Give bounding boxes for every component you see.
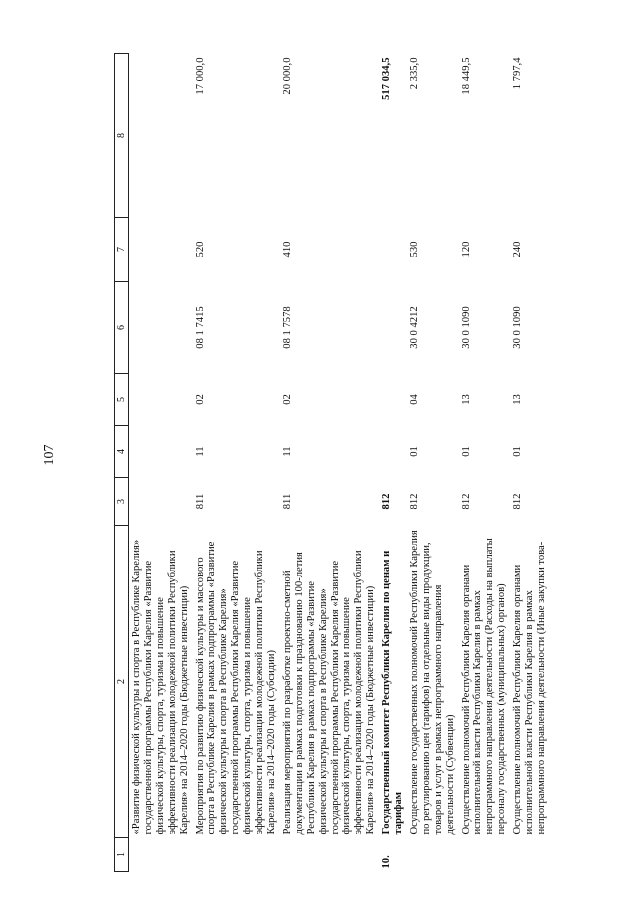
row-code-3: 812 bbox=[381, 493, 393, 510]
table-row bbox=[407, 54, 459, 872]
row-code-4 bbox=[129, 426, 193, 478]
row-amount: 1 797,4 bbox=[512, 57, 524, 90]
row-code-7: 410 bbox=[281, 241, 293, 258]
row-amount: 17 000,0 bbox=[194, 57, 206, 95]
budget-table-container bbox=[114, 54, 598, 872]
column-header: 3 bbox=[115, 478, 129, 526]
row-code-6: 30 0 4212 bbox=[408, 306, 420, 349]
row-code-5 bbox=[129, 374, 193, 426]
row-code-5: 02 bbox=[194, 394, 206, 405]
row-code-3: 811 bbox=[281, 493, 293, 510]
row-code-4: 01 bbox=[512, 446, 524, 457]
row-code-6: 30 0 1090 bbox=[512, 306, 524, 349]
row-description: Осуществление государственных полномочий Республики Карелия по регулированию цен (тарифов) на отдельные виды продукции, товаров и услуг в рамках непрограммного направления деятельности (Субвенции) bbox=[408, 530, 456, 835]
row-number: 10. bbox=[381, 855, 393, 869]
row-number bbox=[193, 838, 280, 872]
table-row bbox=[129, 54, 193, 872]
table-row bbox=[379, 54, 407, 872]
column-header: 1 bbox=[115, 838, 129, 872]
row-code-3: 811 bbox=[194, 493, 206, 510]
column-header: 7 bbox=[115, 218, 129, 282]
row-amount bbox=[129, 54, 193, 218]
column-header: 2 bbox=[115, 526, 129, 838]
row-description: «Развитие физической культуры и спорта в Республике Карелия» государственной программы Республики Карелия «Развитие физической культуры, спорта, туризма и повышение эффективности реализации молодежной политики Республики Карелия» на 2014–2020 годы (Бюджетные инвестиции) bbox=[131, 539, 190, 835]
row-code-5: 13 bbox=[512, 394, 524, 405]
row-code-7: 520 bbox=[194, 241, 206, 258]
row-code-4: 11 bbox=[194, 446, 206, 457]
table-row bbox=[193, 54, 280, 872]
row-amount: 517 034,5 bbox=[381, 57, 393, 100]
row-code-6: 08 1 7578 bbox=[281, 306, 293, 349]
row-amount: 2 335,0 bbox=[408, 57, 420, 90]
row-code-6 bbox=[129, 282, 193, 374]
row-description: Осуществление полномочий Республики Карелия органами исполнительной власти Республики Карелия в рамках непрограммного направления деятельности (Иные закупки това- bbox=[512, 541, 547, 835]
row-amount: 18 449,5 bbox=[460, 57, 472, 95]
row-code-5: 13 bbox=[460, 394, 472, 405]
row-amount: 20 000,0 bbox=[281, 57, 293, 95]
row-code-5: 02 bbox=[281, 394, 293, 405]
row-code-5: 04 bbox=[408, 394, 420, 405]
budget-table bbox=[114, 53, 550, 872]
table-body bbox=[129, 54, 550, 872]
row-number bbox=[510, 838, 550, 872]
row-code-7: 240 bbox=[512, 241, 524, 258]
row-number bbox=[129, 838, 193, 872]
row-code-6: 08 1 7415 bbox=[194, 306, 206, 349]
column-header: 5 bbox=[115, 374, 129, 426]
row-code-5 bbox=[379, 374, 407, 426]
row-code-4: 11 bbox=[281, 446, 293, 457]
column-header: 8 bbox=[115, 54, 129, 218]
row-description: Осуществление полномочий Республики Карелия органами исполнительной власти Республики Карелия в рамках непрограммного направления деятельности (Расходы на выплаты персоналу государственных (муниципальных) органов) bbox=[460, 538, 508, 835]
table-row bbox=[459, 54, 511, 872]
row-description: Мероприятия по развитию физической культуры и массового спорта в Республике Карелия в рамках подпрограммы «Развитие физической культуры и спорта в Республике Карелия» государственной программы Республики Карелия «Развитие физической культуры, спорта, туризма и повышение эффективности реализации молодежной политики Республики Карелия» на 2014–2020 годы (Субсидии) bbox=[194, 541, 277, 835]
column-numbers-row bbox=[115, 54, 129, 872]
row-code-7: 530 bbox=[408, 241, 420, 258]
row-code-3: 812 bbox=[408, 493, 420, 510]
row-number bbox=[407, 838, 459, 872]
row-code-3: 812 bbox=[512, 493, 524, 510]
rotated-sheet bbox=[114, 54, 598, 872]
table-row bbox=[510, 54, 550, 872]
row-code-6 bbox=[379, 282, 407, 374]
row-code-3 bbox=[129, 478, 193, 526]
row-number bbox=[459, 838, 511, 872]
column-header: 4 bbox=[115, 426, 129, 478]
row-code-3: 812 bbox=[460, 493, 472, 510]
row-code-4 bbox=[379, 426, 407, 478]
row-number bbox=[280, 838, 379, 872]
row-code-4: 01 bbox=[408, 446, 420, 457]
row-description: Государственный комитет Республики Карелия по ценам и тарифам bbox=[381, 550, 405, 835]
row-code-7: 120 bbox=[460, 241, 472, 258]
row-description: Реализация мероприятий по разработке проектно-сметной документации в рамках подготовки к празднованию 100-летия Республики Карелия в рамках подпрограммы «Развитие физической культуры и спорта в Республике Карелия» государственной программы Республики Карелия «Развитие физической культуры, спорта, туризма и повышение эффективности реализации молодежной политики Республики Карелия» на 2014–2020 годы (Бюджетные инвестиции) bbox=[281, 550, 377, 835]
row-code-6: 30 0 1090 bbox=[460, 306, 472, 349]
row-code-4: 01 bbox=[460, 446, 472, 457]
row-code-7 bbox=[129, 218, 193, 282]
column-header: 6 bbox=[115, 282, 129, 374]
row-code-7 bbox=[379, 218, 407, 282]
table-row bbox=[280, 54, 379, 872]
page-number: 107 bbox=[42, 444, 57, 466]
